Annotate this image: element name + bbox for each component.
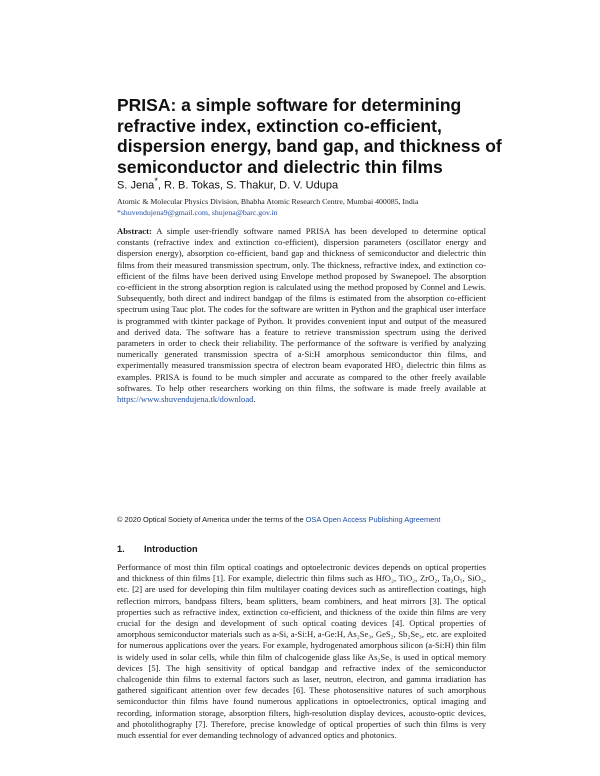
- author-emails[interactable]: *shuvendujena9@gmail.com, shujena@barc.gov.in: [117, 208, 278, 217]
- affiliation-block: [117, 196, 517, 218]
- license-link[interactable]: OSA Open Access Publishing Agreement: [305, 515, 441, 524]
- affiliation: Atomic & Molecular Physics Division, Bhabha Atomic Research Centre, Mumbai 400085, India: [117, 197, 419, 206]
- introduction-paragraph: Performance of most thin film optical coatings and optoelectronic devices depends on optical properties and thickness of thin films [1]. For example, dielectric thin films such as HfO₂, TiO₂, ZrO₂, Ta₂O₅, SiO₂, etc. [2] are used for developing thin film multilayer coating devices such as antireflection coatings, high reflection mirrors, bandpass filters, beam splitters, beam combiners, and heat mirrors [3]. The optical properties such as refractive index, extinction co-efficient, and thickness of the oxide thin films are very crucial for the design and development of such optical coating devices [4]. Optical properties of amorphous semiconductor materials such as a-Si, a-Si:H, a-Ge:H, As₂Se₃, GeS₂, Sb₂Se₃, etc. are exploited for numerous applications over the years. For example, hydrogenated amorphous silicon (a-Si:H) thin film is widely used in solar cells, while thin film of chalcogenide glass like As₂Se₃ is used in optical memory devices [5]. The high sensitivity of optical bandgap and refractive index of the semiconductor chalcogenide thin films to external factors such as laser, neutron, electron, and gamma irradiation has gathered significant attention over few decades [6]. These photosensitive natures of such amorphous semiconductor thin films have found numerous applications in optoelectronics, optical imaging and recording, information storage, absorption filters, high-resolution display devices, acousto-optic devices, and photolithography [7]. Therefore, precise knowledge of optical properties of such thin films is very much essential for ever demanding technology of advanced optics and photonics.: [117, 562, 486, 741]
- paper-title: PRISA: a simple software for determining refractive index, extinction co-efficient, dispersion energy, band gap, and thickness of semiconductor and dielectric thin films: [117, 95, 502, 177]
- section-number: 1.: [117, 544, 125, 554]
- section-title: Introduction: [144, 544, 198, 554]
- author-first: S. Jena: [117, 179, 155, 192]
- copyright-notice: [117, 515, 497, 525]
- abstract-text: A simple user-friendly software named PRISA has been developed to determine optical constants (refractive index and extinction co-efficient), dispersion parameters (oscillator energy and dispersion energy), absorption co-efficient, band gap and thickness of semiconductor and dielectric thin films from their measured transmission spectrum, only. The thickness, refractive index, and extinction co-efficient of the films have been derived using Envelope method proposed by Swanepoel. The absorption co-efficient in the strong absorption region is calculated using the method proposed by Connel and Lewis. Subsequently, both direct and indirect bandgap of the films is estimated from the absorption co-efficient spectrum using Tauc plot. The codes for the software are written in Python and the graphical user interface is programmed with tkinter package of Python. It provides convenient input and output of the measured and derived data. The software has a feature to retrieve transmission spectrum using the derived parameters in order to check their reliability. The performance of the software is verified by analyzing numerically generated transmission spectra of a-Si:H amorphous semiconductor thin films, and experimentally measured transmission spectra of electron beam evaporated HfO₂ dielectric thin films as examples. PRISA is found to be much simpler and accurate as compared to the other freely available softwares. To help other researchers working on thin films, the software is made freely available at: [117, 226, 486, 393]
- author-list: [117, 176, 338, 192]
- abstract-label: Abstract:: [117, 226, 152, 236]
- author-rest: , R. B. Tokas, S. Thakur, D. V. Udupa: [157, 179, 339, 192]
- section-heading: [117, 544, 198, 554]
- abstract: [117, 226, 486, 405]
- download-link[interactable]: https://www.shuvendujena.tk/download: [117, 394, 254, 405]
- abstract-end: .: [253, 394, 256, 405]
- corresponding-author-mark: *: [154, 176, 158, 186]
- copyright-text: © 2020 Optical Society of America under the terms of the: [117, 515, 306, 524]
